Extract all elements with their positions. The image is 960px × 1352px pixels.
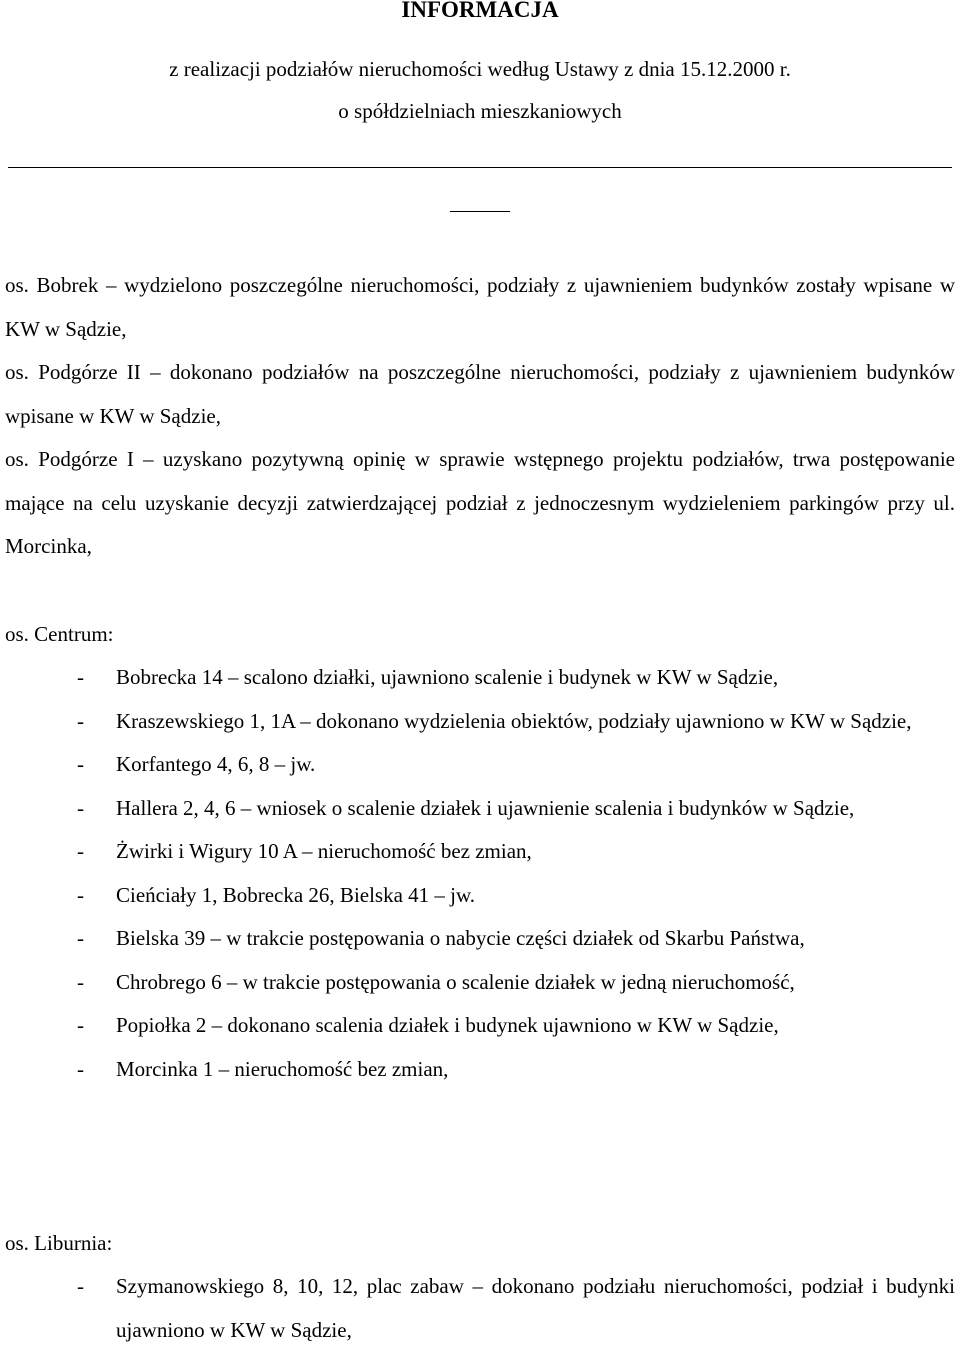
list-item xyxy=(0,700,955,744)
paragraph-bobrek: os. Bobrek – wydzielono poszczególne nieruchomości, podziały z ujawnieniem budynków zostały wpisane w KW w Sądzie, xyxy=(5,273,955,341)
list-dash: - xyxy=(77,795,84,820)
list-item xyxy=(0,743,955,787)
list-dash: - xyxy=(77,969,84,994)
list-dash: - xyxy=(77,882,84,907)
list-item xyxy=(0,1265,955,1352)
list-item xyxy=(0,1004,955,1048)
list-liburnia xyxy=(0,1265,960,1352)
list-item-text: Korfantego 4, 6, 8 – jw. xyxy=(116,752,316,776)
list-dash: - xyxy=(77,926,84,950)
list-item xyxy=(0,1048,955,1092)
list-item xyxy=(0,830,955,874)
list-item-text: Bobrecka 14 – scalono działki, ujawniono scalenie i budynek w KW w Sądzie, xyxy=(116,665,779,689)
list-item xyxy=(0,874,955,918)
list-dash: - xyxy=(77,839,84,863)
section-heading-liburnia: os. Liburnia: xyxy=(5,1231,113,1255)
list-dash: - xyxy=(77,708,84,733)
list-centrum xyxy=(0,656,960,1091)
list-item-text: Kraszewskiego 1, 1A – dokonano wydzielenia obiektów, podziały ujawniono w KW w Sądzie, xyxy=(116,708,912,733)
list-item-text: Chrobrego 6 – w trakcie postępowania o scalenie działek w jedną nieruchomość, xyxy=(116,969,795,994)
list-dash: - xyxy=(77,752,84,776)
list-item xyxy=(0,917,955,961)
section-heading-centrum: os. Centrum: xyxy=(5,622,114,646)
list-item xyxy=(0,787,955,831)
document-subtitle-line-1: z realizacji podziałów nieruchomości według Ustawy z dnia 15.12.2000 r. xyxy=(169,57,791,81)
list-item-text: Morcinka 1 – nieruchomość bez zmian, xyxy=(116,1056,449,1081)
list-item-text: Hallera 2, 4, 6 – wniosek o scalenie działek i ujawnienie scalenia i budynków w Sądzie, xyxy=(116,795,855,820)
list-item-text: Żwirki i Wigury 10 A – nieruchomość bez zmian, xyxy=(116,839,532,863)
list-dash: - xyxy=(77,1056,84,1081)
document-title: INFORMACJA xyxy=(401,0,559,22)
horizontal-rule xyxy=(8,167,952,168)
list-item xyxy=(0,656,955,700)
list-item-text: Szymanowskiego 8, 10, 12, plac zabaw – dokonano podziału nieruchomości, podział i budynki ujawniono w KW w Sądzie, xyxy=(116,1274,955,1342)
list-item-text: Popiołka 2 – dokonano scalenia działek i budynek ujawniono w KW w Sądzie, xyxy=(116,1013,779,1037)
list-dash: - xyxy=(77,665,84,689)
paragraph-podgorze-2: os. Podgórze II – dokonano podziałów na poszczególne nieruchomości, podziały z ujawnieniem budynków wpisane w KW w Sądzie, xyxy=(5,360,955,428)
list-item xyxy=(0,961,955,1005)
paragraph-podgorze-1: os. Podgórze I – uzyskano pozytywną opinię w sprawie wstępnego projektu podziałów, trwa postępowanie mające na celu uzyskanie decyzji zatwierdzającej podział z jednoczesnym wydzieleniem parkingów przy ul. Morcinka, xyxy=(5,447,955,558)
document-subtitle-line-2: o spółdzielniach mieszkaniowych xyxy=(338,99,622,123)
list-dash: - xyxy=(77,1274,84,1298)
list-dash: - xyxy=(77,1013,84,1037)
short-rule xyxy=(450,211,510,212)
list-item-text: Cieńciały 1, Bobrecka 26, Bielska 41 – jw. xyxy=(116,882,476,907)
list-item-text: Bielska 39 – w trakcie postępowania o nabycie części działek od Skarbu Państwa, xyxy=(116,926,805,950)
